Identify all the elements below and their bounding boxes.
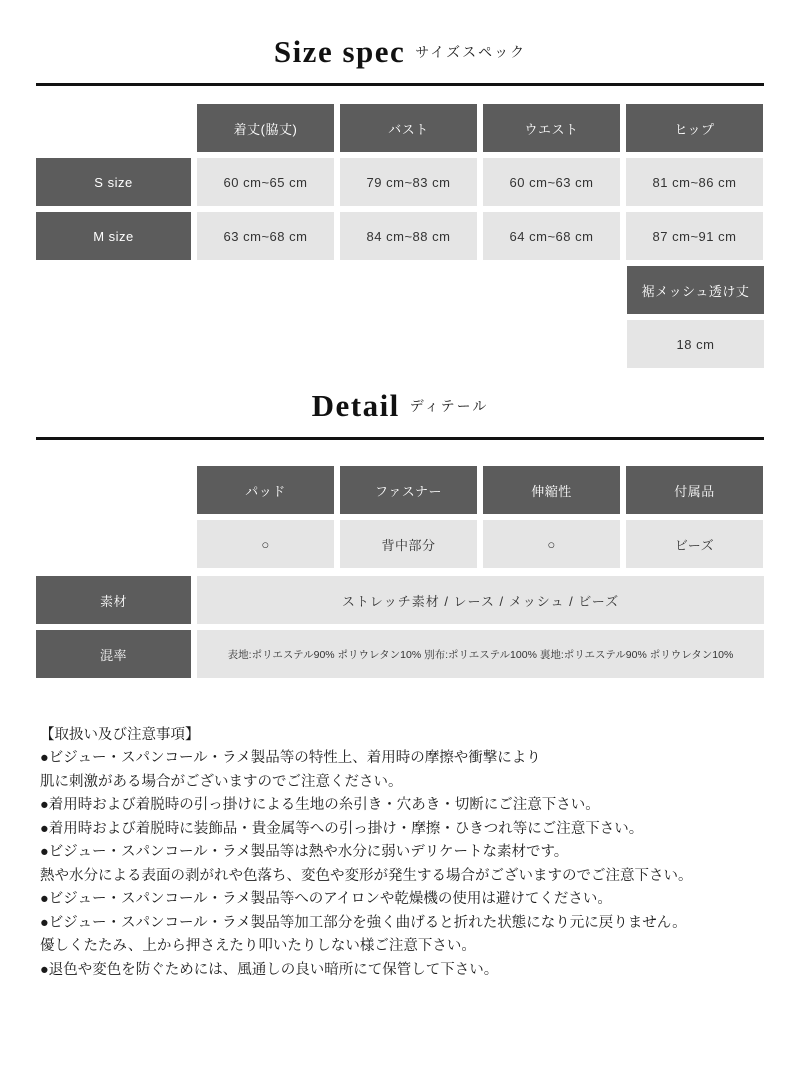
table-row [36, 520, 764, 568]
corner-spacer [36, 520, 191, 568]
table-row [36, 104, 764, 152]
table-row [36, 320, 764, 368]
row-header-material: 素材 [36, 576, 191, 624]
cell-hem-mesh-value: 18 cm [627, 320, 764, 368]
cell-m-length: 63 cm~68 cm [197, 212, 334, 260]
notes-line: ●着用時および着脱時に装飾品・貴金属等への引っ掛け・摩擦・ひきつれ等にご注意下さい。 [40, 820, 644, 837]
notes-line: ●ビジュー・スパンコール・ラメ製品等は熱や水分に弱いデリケートな素材です。 [40, 844, 569, 861]
table-row [36, 212, 764, 260]
detail-divider [36, 437, 764, 440]
notes-line: 熱や水分による表面の剥がれや色落ち、変色や変形が発生する場合がございますのでご注意下さい。 [40, 867, 693, 884]
column-header-hem-mesh: 裾メッシュ透け丈 [627, 266, 764, 314]
cell-accessory-value: ビーズ [626, 520, 763, 568]
notes-line: ●ビジュー・スパンコール・ラメ製品等へのアイロンや乾燥機の使用は避けてください。 [40, 891, 612, 908]
cell-s-bust: 79 cm~83 cm [340, 158, 477, 206]
row-header-m-size: M size [36, 212, 191, 260]
column-header-stretch: 伸縮性 [483, 466, 620, 514]
detail-heading-jp: ディテール [409, 398, 489, 414]
column-header-waist: ウエスト [483, 104, 620, 152]
detail-heading [36, 374, 764, 424]
table-row [36, 466, 764, 514]
cell-m-waist: 64 cm~68 cm [483, 212, 620, 260]
cell-stretch-value: ○ [483, 520, 620, 568]
column-header-length: 着丈(脇丈) [197, 104, 334, 152]
cell-m-bust: 84 cm~88 cm [340, 212, 477, 260]
cell-zipper-value: 背中部分 [340, 520, 477, 568]
cell-s-waist: 60 cm~63 cm [483, 158, 620, 206]
size-spec-heading-en: Size spec [273, 34, 406, 69]
table-row [36, 158, 764, 206]
notes-line: ●退色や変色を防ぐためには、風通しの良い暗所にて保管して下さい。 [40, 961, 499, 978]
column-header-accessory: 付属品 [626, 466, 763, 514]
detail-heading-en: Detail [311, 388, 400, 423]
row-header-s-size: S size [36, 158, 191, 206]
cell-s-length: 60 cm~65 cm [197, 158, 334, 206]
table-row [36, 266, 764, 314]
column-header-pad: パッド [197, 466, 334, 514]
column-header-hip: ヒップ [626, 104, 763, 152]
notes-line: 肌に刺激がある場合がございますのでご注意ください。 [40, 773, 403, 790]
size-spec-divider [36, 83, 764, 86]
table-row [36, 630, 764, 678]
detail-table [36, 466, 764, 678]
cell-blend-value: 表地:ポリエステル90% ポリウレタン10% 別布:ポリエステル100% 裏地:ポリエステル90% ポリウレタン10% [197, 630, 764, 678]
notes-line: ●着用時および着脱時の引っ掛けによる生地の糸引き・穴あき・切断にご注意下さい。 [40, 797, 600, 814]
notes-line: 優しくたたみ、上から押さえたり叩いたりしない様ご注意下さい。 [40, 938, 476, 955]
corner-spacer [36, 466, 191, 514]
care-notes [36, 724, 764, 982]
size-spec-heading [36, 0, 764, 70]
cell-m-hip: 87 cm~91 cm [626, 212, 763, 260]
cell-material-value: ストレッチ素材 / レース / メッシュ / ビーズ [197, 576, 764, 624]
size-spec-table [36, 104, 764, 368]
column-header-bust: バスト [340, 104, 477, 152]
row-header-blend: 混率 [36, 630, 191, 678]
size-spec-heading-jp: サイズスペック [415, 44, 527, 60]
column-header-zipper: ファスナー [340, 466, 477, 514]
notes-line: ●ビジュー・スパンコール・ラメ製品等の特性上、着用時の摩擦や衝撃により [40, 750, 541, 767]
cell-s-hip: 81 cm~86 cm [626, 158, 763, 206]
table-row [36, 576, 764, 624]
notes-line: ●ビジュー・スパンコール・ラメ製品等加工部分を強く曲げると折れた状態になり元に戻りません。 [40, 914, 687, 931]
corner-spacer [36, 104, 191, 152]
cell-pad-value: ○ [197, 520, 334, 568]
notes-title: 【取扱い及び注意事項】 [40, 727, 200, 743]
